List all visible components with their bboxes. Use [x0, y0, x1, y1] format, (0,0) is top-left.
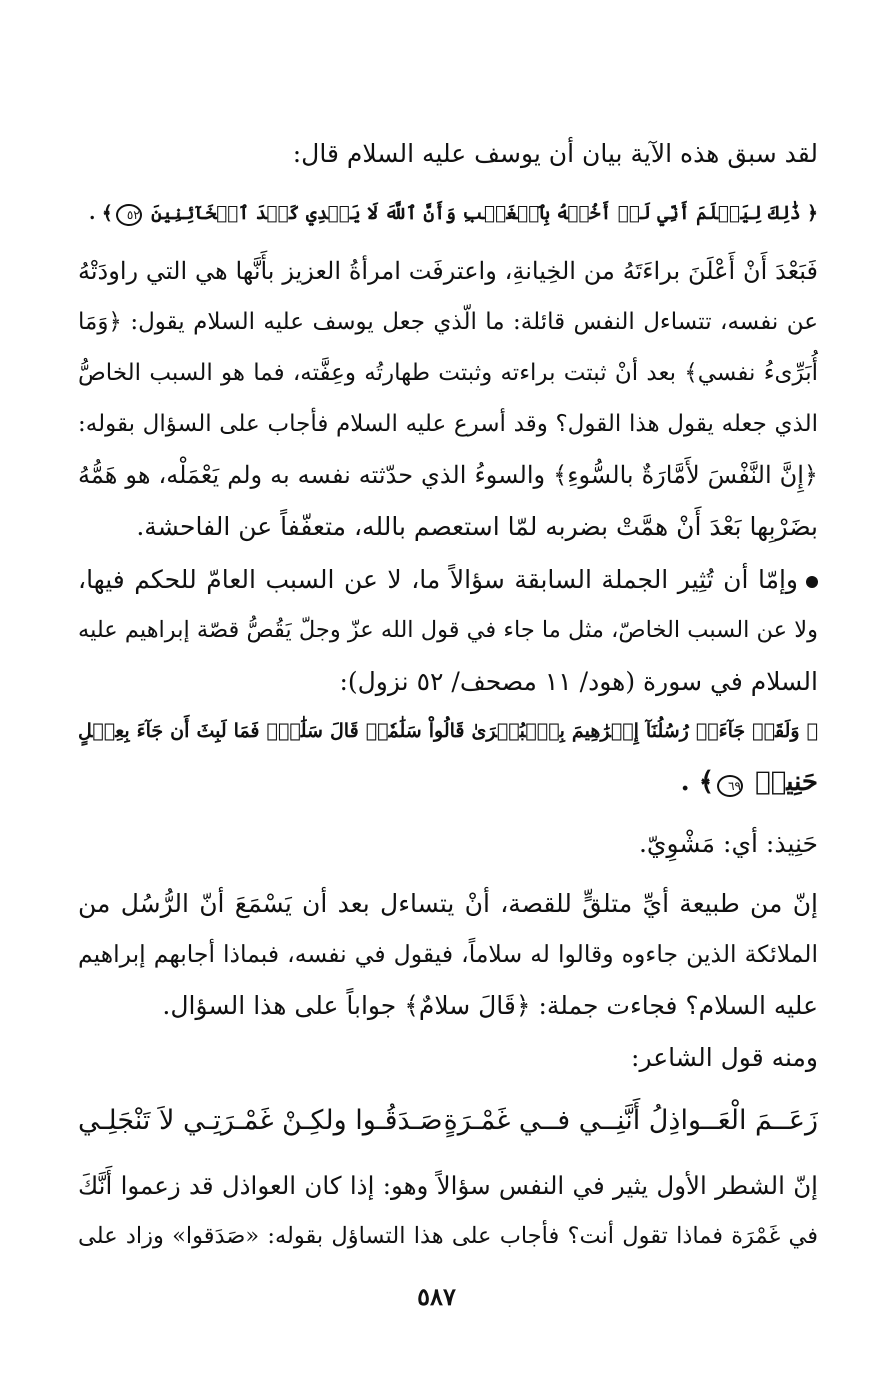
poet-intro: [78, 1032, 818, 1083]
text-line: فَبَعْدَ أَنْ أَعْلَنَ براءَتَهُ من الخِيانةِ، واعترفَت امرأةُ العزيز بأَنَّها هي التي راودَتْهُ: [78, 257, 818, 285]
poem-first-hemistich: زَعَــمَ الْعَــواذِلُ أَنَّنِــي فــي غَمْـرَةٍ: [443, 1105, 818, 1136]
text-line: ومنه قول الشاعر:: [631, 1043, 818, 1072]
text-line: بضَرْبِها بَعْدَ أَنْ همَّتْ بضربه لمّا استعصم بالله، متعفّفاً عن الفاحشة.: [136, 512, 818, 541]
verse-close: ﴾ .: [88, 203, 113, 224]
text-line: إنّ من طبيعة أيِّ متلقٍّ للقصة، أنْ يتساءل بعد أن يَسْمَعَ أنّ الرُّسُل من: [78, 889, 818, 918]
paragraph-4: [78, 1160, 818, 1262]
paragraph-1: [78, 246, 818, 552]
text-line: عليه السلام؟ فجاءت جملة: ﴿قَالَ سلامٌ﴾ جواباً على هذا السؤال.: [162, 991, 818, 1020]
quran-verse-1: [78, 188, 818, 239]
poem-verse: [78, 1091, 818, 1151]
text-line: [78, 554, 818, 605]
verse-text: ﴿ ذَٰلِكَ لِيَعۡلَمَ أَنِّي لَمۡ أَخُنۡهُ بِٱلۡغَيۡبِ وَأَنَّ ٱللَّهَ لَا يَهۡدِي كَيۡدَ ٱلۡخَآئِنِينَ: [151, 203, 818, 224]
text-line: عن نفسه، تتساءل النفس قائلة: ما الّذي جعل يوسف عليه السلام يقول: ﴿وَمَا: [78, 309, 818, 335]
verse-line: [78, 188, 818, 239]
verse-close: ﴾ .: [680, 767, 714, 797]
ayah-number-badge: ٥٢: [116, 204, 142, 226]
paragraph-3: [78, 878, 818, 1031]
text-line: الملائكة الذين جاءوه وقالوا له سلاماً، فيقول في نفسه، فبماذا أجابهم إبراهيم: [78, 940, 818, 968]
page-number: ٥٨٧: [417, 1282, 456, 1311]
paragraph-2: [78, 554, 818, 707]
text-line: ﴿إِنَّ النَّفْسَ لأَمَّارَةٌ بالسُّوءِ﴾ والسوءُ الذي حدّثته نفسه به ولم يَعْمَلْه، هو هَمُّهُ: [78, 461, 818, 489]
text-line: الذي جعله يقول هذا القول؟ وقد أسرع عليه السلام فأجاب على السؤال بقوله:: [78, 411, 818, 437]
poem-second-hemistich: صَـدَقُـوا ولكِـنْ غَمْـرَتِـي لاَ تَنْجَلِـي: [78, 1105, 443, 1136]
text-line: لقد سبق هذه الآية بيان أن يوسف عليه السلام قال:: [292, 139, 818, 168]
gloss-line: حَنِيذ: أي: مَشْوِيّ.: [638, 829, 818, 858]
bullet-icon: [806, 576, 818, 588]
verse-line: ﴿ وَلَقَدۡ جَآءَتۡ رُسُلُنَآ إِبۡرَٰهِيمَ بِٱلۡبُشۡرَىٰ قَالُواْ سَلَٰمٗاۖ قَالَ سَلَٰمٞۖ فَمَا لَبِثَ أَن جَآءَ بِعِجۡلٍ: [78, 720, 818, 742]
verse-text: حَنِيذٖ: [755, 767, 818, 797]
verse-line: [78, 757, 818, 808]
ayah-number-badge: ٦٩: [717, 775, 743, 797]
text-line: السلام في سورة (هود/ ١١ مصحف/ ٥٢ نزول):: [339, 667, 818, 696]
gloss: [78, 818, 818, 869]
text-line: ولا عن السبب الخاصّ، مثل ما جاء في قول الله عزّ وجلّ يَقُصُّ قصّة إبراهيم عليه: [78, 617, 818, 643]
quran-verse-2: [78, 706, 818, 808]
intro-paragraph: [78, 128, 818, 179]
text-line: أُبَرِّىءُ نفسي﴾ بعد أنْ ثبتت براءته وثبتت طهارتُه وعِفَّته، فما هو السبب الخاصُّ: [78, 360, 818, 386]
text-line: إنّ الشطر الأول يثير في النفس سؤالاً وهو: إذا كان العواذل قد زعموا أَنَّكَ: [78, 1171, 818, 1200]
text-line: في غَمْرَة فماذا تقول أنت؟ فأجاب على هذا التساؤل بقوله: «صَدَقوا» وزاد على: [78, 1223, 818, 1249]
bullet-text: وإمّا أن تُثِير الجملة السابقة سؤالاً ما، لا عن السبب العامّ للحكم فيها،: [78, 565, 798, 594]
